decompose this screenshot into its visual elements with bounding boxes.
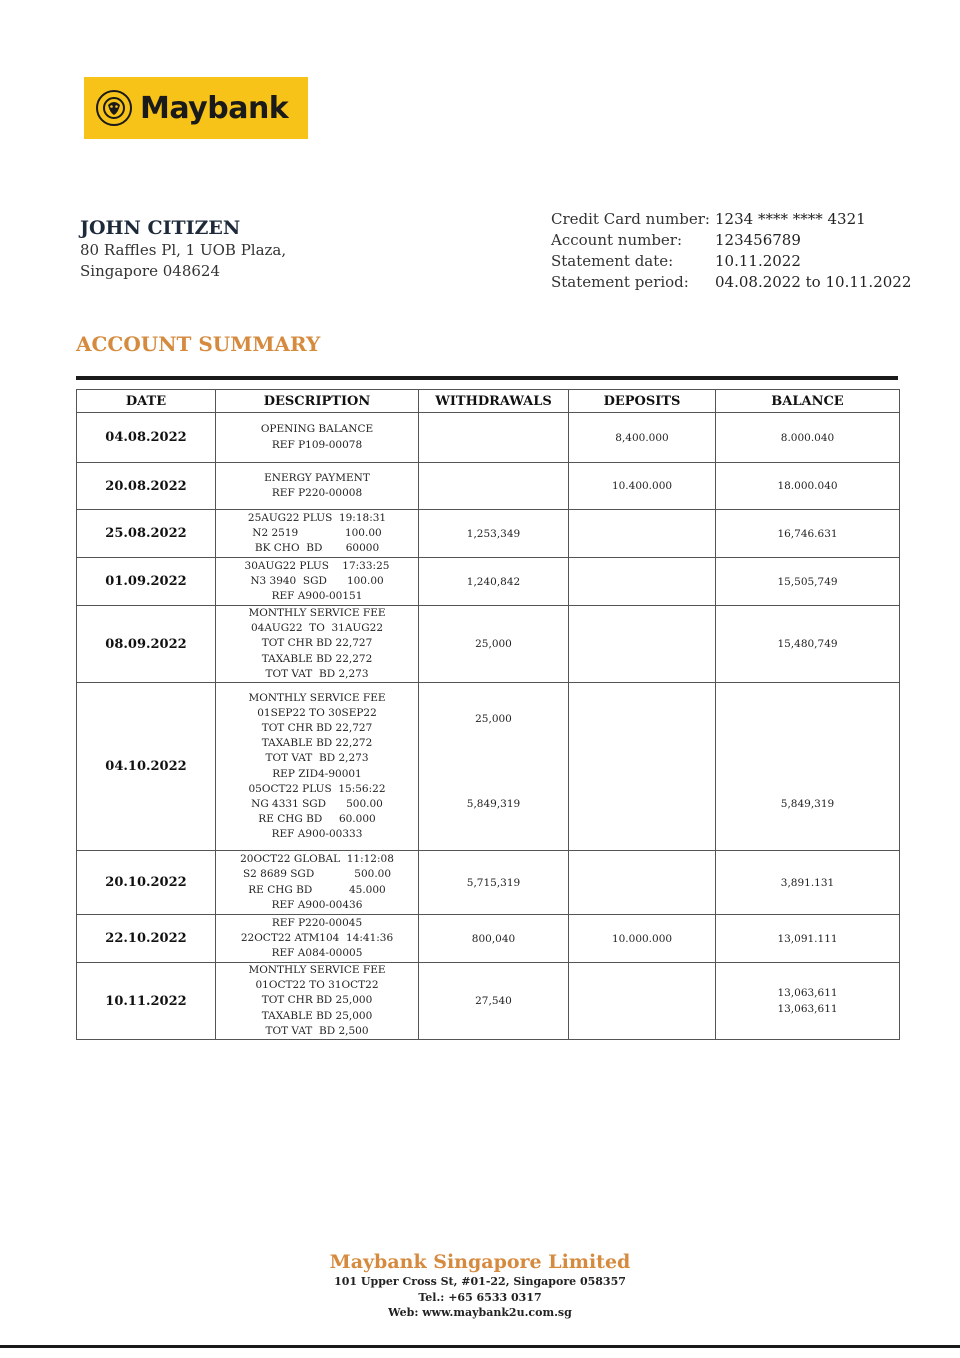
balance-line: 3,891.131 <box>780 876 835 889</box>
info-row-statement-period <box>551 271 911 292</box>
table-row <box>77 510 900 558</box>
description-line: REF A900-00151 <box>271 590 363 603</box>
row-description <box>216 413 419 463</box>
row-balance <box>716 606 900 683</box>
maybank-logo <box>84 77 308 139</box>
row-description <box>216 915 419 963</box>
transactions-table <box>76 389 900 1040</box>
column-header-balance: BALANCE <box>716 390 900 413</box>
customer-name: JOHN CITIZEN <box>80 217 241 239</box>
row-date: 10.11.2022 <box>77 963 216 1040</box>
balance-line: 15,505,749 <box>777 575 838 588</box>
table-row <box>77 606 900 683</box>
table-header-row <box>77 390 900 413</box>
row-withdrawals <box>419 510 569 558</box>
table-row <box>77 413 900 463</box>
description-line: MONTHLY SERVICE FEE <box>248 964 386 977</box>
row-balance <box>716 463 900 510</box>
withdrawals-line: 5,849,319 <box>466 798 521 811</box>
description-line: TAXABLE BD 22,272 <box>261 652 373 665</box>
row-date: 20.10.2022 <box>77 851 216 915</box>
deposits-line: 10.400.000 <box>611 480 673 492</box>
row-balance <box>716 915 900 963</box>
description-line: MONTHLY SERVICE FEE <box>248 607 386 619</box>
row-withdrawals <box>419 851 569 915</box>
row-withdrawals <box>419 963 569 1040</box>
table-row <box>77 683 900 851</box>
row-date: 04.10.2022 <box>77 683 216 851</box>
row-description <box>216 851 419 915</box>
deposits-line: 8,400.000 <box>615 431 669 444</box>
deposits-line: 10.000.000 <box>611 932 673 945</box>
row-withdrawals <box>419 558 569 606</box>
description-line: TOT CHR BD 25,000 <box>261 994 373 1007</box>
row-deposits <box>569 463 716 510</box>
description-line: NG 4331 SGD 500.00 <box>251 797 383 810</box>
tiger-head-icon <box>96 90 132 126</box>
brand-name: Maybank <box>140 90 289 126</box>
description-line: BK CHO BD 60000 <box>254 542 380 555</box>
description-line: TOT CHR BD 22,727 <box>261 637 373 650</box>
customer-block <box>80 216 286 282</box>
description-line: REF A084-00005 <box>271 947 363 960</box>
description-line: TOT VAT BD 2,500 <box>265 1024 369 1037</box>
description-line: REF P220-00045 <box>271 916 363 929</box>
account-summary-title: ACCOUNT SUMMARY <box>76 332 321 356</box>
description-line: 04AUG22 TO 31AUG22 <box>250 622 384 635</box>
description-line: OPENING BALANCE <box>260 423 374 436</box>
column-header-description: DESCRIPTION <box>216 390 419 413</box>
column-header-date: DATE <box>77 390 216 413</box>
balance-line: 5,849,319 <box>780 798 835 811</box>
row-date: 20.08.2022 <box>77 463 216 510</box>
description-line: REF A900-00436 <box>271 898 363 911</box>
row-deposits <box>569 510 716 558</box>
info-value: 10.11.2022 <box>715 251 801 270</box>
description-line: TAXABLE BD 25,000 <box>261 1009 373 1022</box>
balance-line: 15,480,749 <box>777 638 838 650</box>
row-balance <box>716 683 900 851</box>
row-date: 01.09.2022 <box>77 558 216 606</box>
customer-address-line2: Singapore 048624 <box>80 262 220 280</box>
row-description <box>216 558 419 606</box>
info-label: Statement period: <box>551 272 689 291</box>
info-value: 04.08.2022 to 10.11.2022 <box>715 272 912 291</box>
balance-line: 18.000.040 <box>777 480 838 492</box>
description-line: 01SEP22 TO 30SEP22 <box>257 706 377 719</box>
row-withdrawals <box>419 463 569 510</box>
row-balance <box>716 851 900 915</box>
row-balance <box>716 413 900 463</box>
info-label: Credit Card number: <box>551 209 710 228</box>
withdrawals-line: 25,000 <box>475 713 512 726</box>
info-value: 1234 **** **** 4321 <box>715 209 866 228</box>
footer-rule <box>0 1345 960 1348</box>
table-row <box>77 851 900 915</box>
description-line: MONTHLY SERVICE FEE <box>248 691 386 704</box>
description-line: 01OCT22 TO 31OCT22 <box>255 979 379 992</box>
row-description <box>216 683 419 851</box>
description-line: 30AUG22 PLUS 17:33:25 <box>244 559 390 572</box>
withdrawals-line: 1,253,349 <box>466 527 521 540</box>
table-row <box>77 963 900 1040</box>
description-line: TOT VAT BD 2,273 <box>265 752 369 765</box>
withdrawals-line: 5,715,319 <box>466 876 521 889</box>
balance-line: 13,063,611 <box>777 987 838 1000</box>
row-date: 25.08.2022 <box>77 510 216 558</box>
row-balance <box>716 558 900 606</box>
column-header-withdrawals: WITHDRAWALS <box>419 390 569 413</box>
description-line: N2 2519 100.00 <box>252 526 382 539</box>
withdrawals-line: 25,000 <box>475 638 512 650</box>
description-line: RE CHG BD 45.000 <box>248 883 386 896</box>
row-deposits <box>569 915 716 963</box>
balance-line: 16,746.631 <box>777 527 838 540</box>
footer-company: Maybank Singapore Limited <box>329 1251 631 1273</box>
description-line: TAXABLE BD 22,272 <box>261 737 373 750</box>
info-label: Statement date: <box>551 251 674 270</box>
description-line: ENERGY PAYMENT <box>264 471 370 484</box>
row-description <box>216 606 419 683</box>
description-line: TOT VAT BD 2,273 <box>265 667 369 680</box>
row-description <box>216 510 419 558</box>
row-deposits <box>569 558 716 606</box>
row-deposits <box>569 413 716 463</box>
info-row-card-number <box>551 208 911 229</box>
row-description <box>216 463 419 510</box>
description-line: REF P109-00078 <box>271 438 363 451</box>
footer-tel: Tel.: +65 6533 0317 <box>418 1290 542 1304</box>
row-balance <box>716 510 900 558</box>
balance-line: 8.000.040 <box>780 431 835 444</box>
footer <box>0 1250 960 1321</box>
table-row <box>77 558 900 606</box>
footer-address: 101 Upper Cross St, #01-22, Singapore 058357 <box>334 1275 626 1288</box>
info-value: 123456789 <box>715 230 801 249</box>
row-deposits <box>569 606 716 683</box>
row-deposits <box>569 683 716 851</box>
row-date: 22.10.2022 <box>77 915 216 963</box>
description-line: RE CHG BD 60.000 <box>258 813 376 826</box>
info-row-account-number <box>551 229 911 250</box>
description-line: 20OCT22 GLOBAL 11:12:08 <box>240 853 394 866</box>
withdrawals-line: 27,540 <box>475 995 512 1008</box>
table-row <box>77 915 900 963</box>
description-line: N3 3940 SGD 100.00 <box>250 574 384 587</box>
row-withdrawals <box>419 606 569 683</box>
info-row-statement-date <box>551 250 911 271</box>
header-rule <box>76 376 898 380</box>
description-line: TOT CHR BD 22,727 <box>261 721 373 734</box>
description-line: REP ZID4-90001 <box>272 767 362 780</box>
table-row <box>77 463 900 510</box>
balance-line: 13,091.111 <box>777 932 838 945</box>
row-description <box>216 963 419 1040</box>
withdrawals-line: 1,240,842 <box>466 575 521 588</box>
statement-info <box>551 208 911 292</box>
row-deposits <box>569 851 716 915</box>
customer-address-line1: 80 Raffles Pl, 1 UOB Plaza, <box>80 241 287 259</box>
withdrawals-line: 800,040 <box>471 932 516 945</box>
row-withdrawals <box>419 915 569 963</box>
footer-web: Web: www.maybank2u.com.sg <box>388 1306 572 1319</box>
info-label: Account number: <box>551 230 683 249</box>
row-withdrawals <box>419 413 569 463</box>
row-balance <box>716 963 900 1040</box>
description-line: 22OCT22 ATM104 14:41:36 <box>240 931 394 944</box>
row-deposits <box>569 963 716 1040</box>
row-withdrawals <box>419 683 569 851</box>
description-line: REF P220-00008 <box>271 487 363 499</box>
description-line: 25AUG22 PLUS 19:18:31 <box>247 511 387 524</box>
column-header-deposits: DEPOSITS <box>569 390 716 413</box>
row-date: 04.08.2022 <box>77 413 216 463</box>
description-line: REF A900-00333 <box>271 828 363 841</box>
row-date: 08.09.2022 <box>77 606 216 683</box>
description-line: S2 8689 SGD 500.00 <box>242 868 392 881</box>
description-line: 05OCT22 PLUS 15:56:22 <box>248 782 386 795</box>
balance-line: 13,063,611 <box>777 1003 838 1016</box>
